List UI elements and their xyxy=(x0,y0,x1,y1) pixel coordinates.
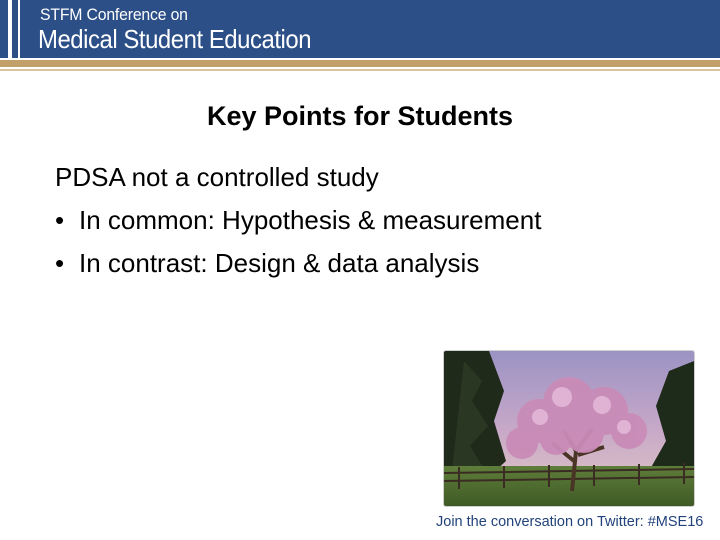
bullet-icon: • xyxy=(55,248,65,278)
conference-name: STFM Conference on xyxy=(40,5,188,24)
header-divider xyxy=(0,60,720,67)
bullet-text: In contrast: Design & data analysis xyxy=(79,248,480,278)
bullet-item xyxy=(55,203,541,246)
header-banner xyxy=(0,0,720,58)
twitter-prompt: Join the conversation on Twitter: #MSE16 xyxy=(436,514,704,530)
body-text: PDSA not a controlled study xyxy=(55,162,379,192)
magnolia-tree-photo xyxy=(443,350,695,507)
bullet-text: In common: Hypothesis & measurement xyxy=(79,205,542,235)
bullet-item xyxy=(55,246,541,289)
header-logo-bars xyxy=(8,0,30,58)
event-title: Medical Student Education xyxy=(38,24,312,54)
bullet-icon: • xyxy=(55,205,65,235)
slide-body xyxy=(55,160,541,289)
slide-title: Key Points for Students xyxy=(206,101,514,131)
body-line xyxy=(55,160,541,203)
header-divider-thin xyxy=(0,69,720,71)
